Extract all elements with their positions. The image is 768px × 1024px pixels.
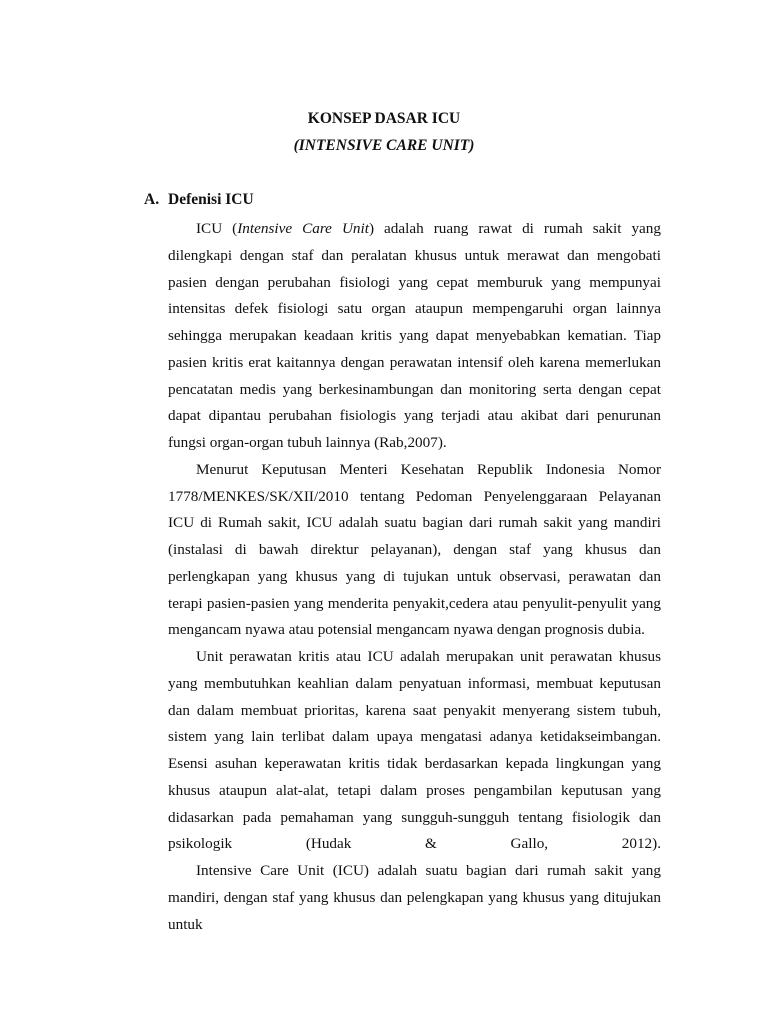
paragraph-1-term: Intensive Care Unit — [237, 220, 369, 237]
paragraph-4: Intensive Care Unit (ICU) adalah suatu bagian dari rumah sakit yang mandiri, dengan staf yang khusus dan pelengkapan yang khusus yang ditujukan untuk — [168, 862, 661, 933]
paragraph-3: Unit perawatan kritis atau ICU adalah merupakan unit perawatan khusus yang membutuhkan keahlian dalam penyatuan informasi, membuat keputusan dan dalam membuat prioritas, karena saat penyakit menyerang sistem tubuh, sistem yang lain terlibat dalam upaya mengatasi adanya ketidakseimbangan. Esensi asuhan keperawatan kritis tidak berdasarkan kepada lingkungan yang khusus ataupun alat-alat, tetapi dalam proses pengambilan keputusan yang didasarkan pada pemahaman yang sungguh-sungguh tentang fisiologik dan psikologik (Hudak & Gallo, 2012). — [168, 648, 661, 853]
document-subtitle: (INTENSIVE CARE UNIT) — [293, 137, 475, 154]
paragraph-1-lead: ICU ( — [196, 220, 238, 237]
document-title: KONSEP DASAR ICU — [307, 110, 461, 127]
paragraph-1 — [168, 216, 661, 457]
paragraph-2: Menurut Keputusan Menteri Kesehatan Republik Indonesia Nomor 1778/MENKES/SK/XII/2010 tentang Pedoman Penyelenggaraan Pelayanan ICU di Rumah sakit, ICU adalah suatu bagian dari rumah sakit yang mandiri (instalasi di bawah direktur pelayanan), dengan staf yang khusus dan perlengkapan yang khusus yang di tujukan untuk observasi, perawatan dan terapi pasien-pasien yang menderita penyakit,cedera atau penyulit-penyulit yang mengancam nyawa atau potensial mengancam nyawa dengan prognosis dubia. — [168, 460, 661, 639]
section-body — [168, 216, 661, 938]
paragraph-1-rest: ) adalah ruang rawat di rumah sakit yang dilengkapi dengan staf dan peralatan khusus untuk merawat dan mengobati pasien dengan perubahan fisiologi yang cepat memburuk yang mempunyai intensitas defek fisiologi satu organ ataupun mempengaruhi organ lainnya sehingga merupakan keadaan kritis yang dapat menyebabkan kematian. Tiap pasien kritis erat kaitannya dengan perawatan intensif oleh karena memerlukan pencatatan medis yang berkesinambungan dan monitoring serta dengan cepat dapat dipantau perubahan fisiologis yang terjadi atau akibat dari penurunan fungsi organ-organ tubuh lainnya (Rab,2007). — [168, 220, 661, 451]
section-heading — [144, 190, 254, 210]
section-number: A. — [144, 191, 160, 208]
section-title: Defenisi ICU — [168, 191, 254, 208]
